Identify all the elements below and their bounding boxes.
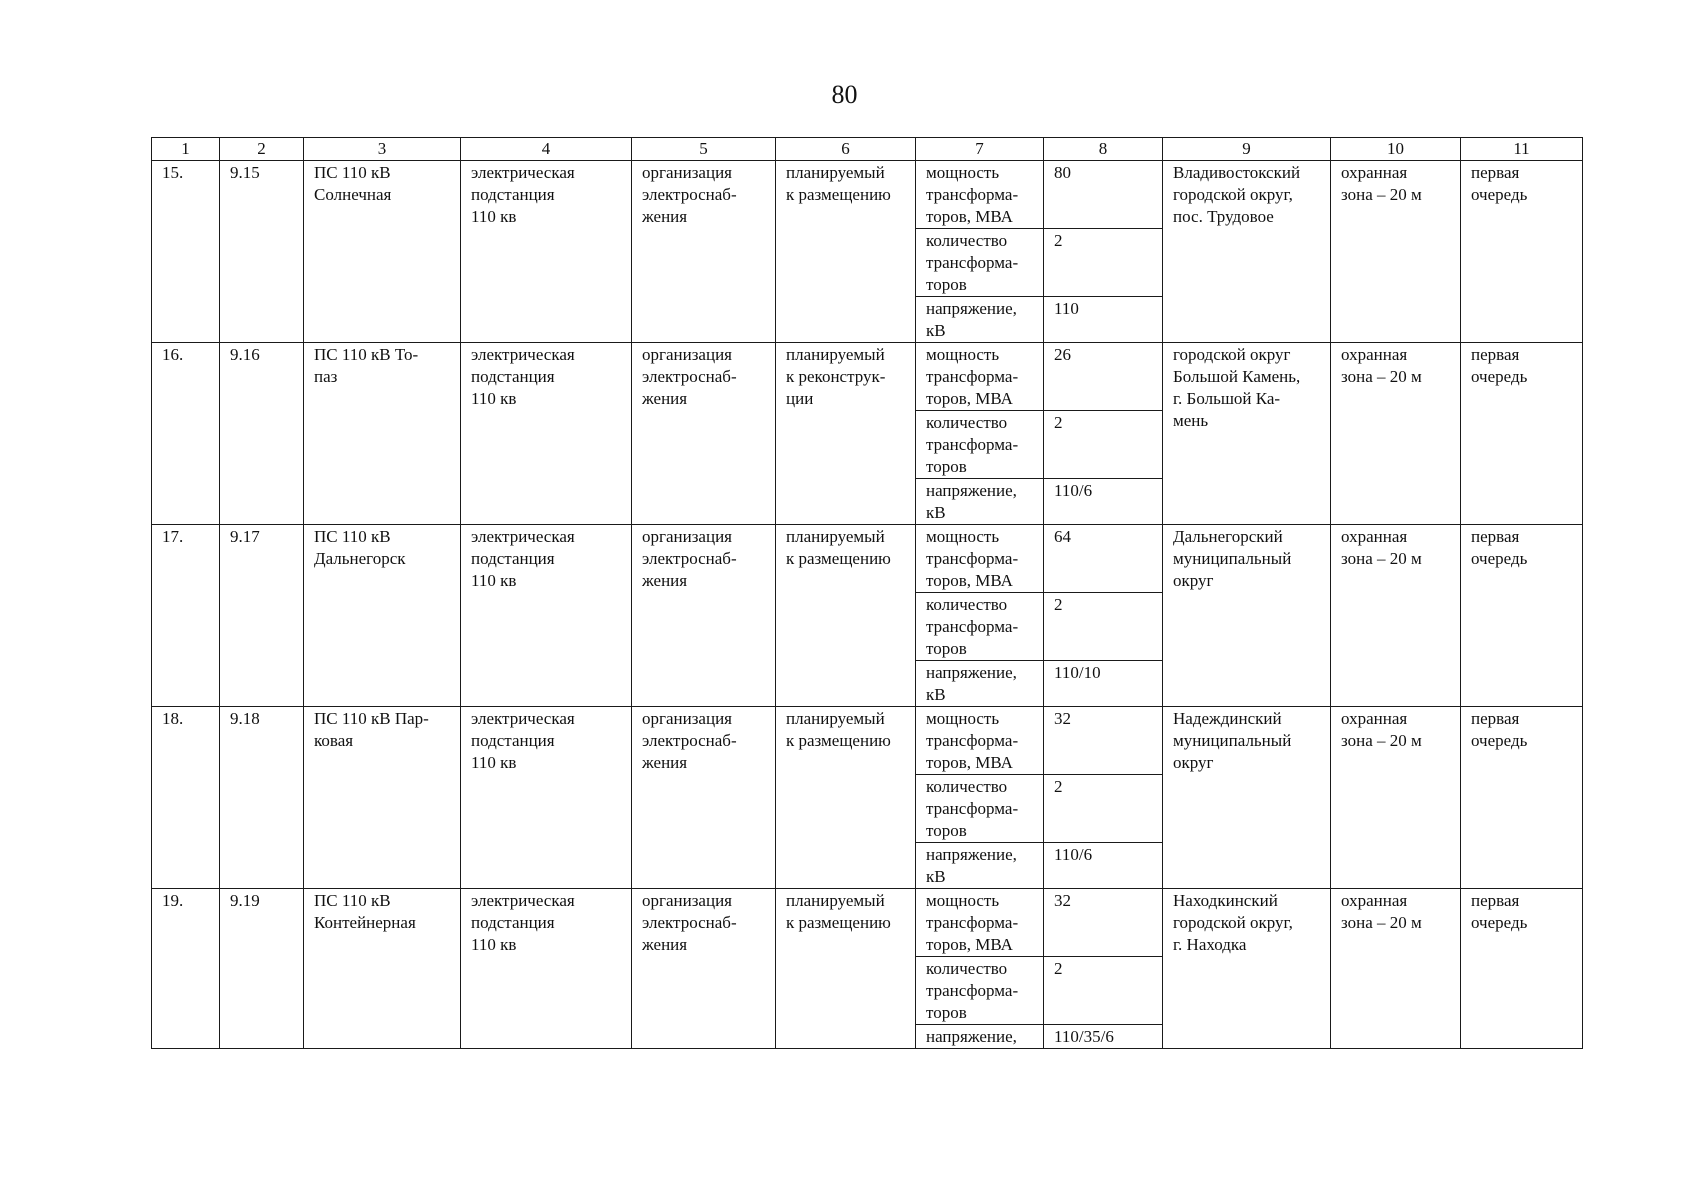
row-number-cell: 16. bbox=[152, 343, 220, 525]
object-code-cell: 9.17 bbox=[220, 525, 304, 707]
object-code-cell: 9.18 bbox=[220, 707, 304, 889]
param-value-cell: 110/35/6 bbox=[1044, 1025, 1163, 1049]
param-value-cell: 110 bbox=[1044, 297, 1163, 343]
row-number-cell: 18. bbox=[152, 707, 220, 889]
table-row bbox=[152, 707, 1583, 775]
object-status-cell: планируемый к размещению bbox=[776, 707, 916, 889]
row-number-cell: 15. bbox=[152, 161, 220, 343]
param-label-cell: напряжение, кВ bbox=[916, 661, 1044, 707]
table-row bbox=[152, 889, 1583, 957]
column-number: 7 bbox=[916, 138, 1044, 161]
object-type-cell: электрическая подстанция 110 кв bbox=[461, 889, 632, 1049]
param-label-cell: количество трансформа- торов bbox=[916, 775, 1044, 843]
table-body bbox=[152, 161, 1583, 1049]
object-purpose-cell: организация электроснаб- жения bbox=[632, 525, 776, 707]
stage-cell: первая очередь bbox=[1461, 343, 1583, 525]
object-type-cell: электрическая подстанция 110 кв bbox=[461, 343, 632, 525]
stage-cell: первая очередь bbox=[1461, 161, 1583, 343]
column-number: 5 bbox=[632, 138, 776, 161]
protection-zone-cell: охранная зона – 20 м bbox=[1331, 161, 1461, 343]
object-code-cell: 9.15 bbox=[220, 161, 304, 343]
column-number: 11 bbox=[1461, 138, 1583, 161]
objects-table bbox=[151, 137, 1583, 1049]
param-value-cell: 2 bbox=[1044, 775, 1163, 843]
param-label-cell: мощность трансформа- торов, МВА bbox=[916, 161, 1044, 229]
param-value-cell: 110/6 bbox=[1044, 479, 1163, 525]
object-purpose-cell: организация электроснаб- жения bbox=[632, 889, 776, 1049]
param-value-cell: 110/6 bbox=[1044, 843, 1163, 889]
param-value-cell: 32 bbox=[1044, 707, 1163, 775]
object-type-cell: электрическая подстанция 110 кв bbox=[461, 707, 632, 889]
column-number-row bbox=[152, 138, 1583, 161]
column-number: 9 bbox=[1163, 138, 1331, 161]
object-purpose-cell: организация электроснаб- жения bbox=[632, 707, 776, 889]
object-type-cell: электрическая подстанция 110 кв bbox=[461, 525, 632, 707]
object-name-cell: ПС 110 кВ То- паз bbox=[304, 343, 461, 525]
object-purpose-cell: организация электроснаб- жения bbox=[632, 161, 776, 343]
table-row bbox=[152, 161, 1583, 229]
location-cell: Находкинский городской округ, г. Находка bbox=[1163, 889, 1331, 1049]
protection-zone-cell: охранная зона – 20 м bbox=[1331, 343, 1461, 525]
param-label-cell: мощность трансформа- торов, МВА bbox=[916, 707, 1044, 775]
param-value-cell: 2 bbox=[1044, 593, 1163, 661]
object-status-cell: планируемый к размещению bbox=[776, 889, 916, 1049]
object-name-cell: ПС 110 кВ Дальнегорск bbox=[304, 525, 461, 707]
param-value-cell: 32 bbox=[1044, 889, 1163, 957]
param-label-cell: количество трансформа- торов bbox=[916, 411, 1044, 479]
param-value-cell: 110/10 bbox=[1044, 661, 1163, 707]
column-number: 8 bbox=[1044, 138, 1163, 161]
stage-cell: первая очередь bbox=[1461, 707, 1583, 889]
object-purpose-cell: организация электроснаб- жения bbox=[632, 343, 776, 525]
object-name-cell: ПС 110 кВ Пар- ковая bbox=[304, 707, 461, 889]
table-row bbox=[152, 343, 1583, 411]
location-cell: Владивостокский городской округ, пос. Трудовое bbox=[1163, 161, 1331, 343]
row-number-cell: 17. bbox=[152, 525, 220, 707]
table-row bbox=[152, 525, 1583, 593]
param-label-cell: количество трансформа- торов bbox=[916, 957, 1044, 1025]
protection-zone-cell: охранная зона – 20 м bbox=[1331, 525, 1461, 707]
object-status-cell: планируемый к размещению bbox=[776, 161, 916, 343]
column-number: 3 bbox=[304, 138, 461, 161]
object-name-cell: ПС 110 кВ Солнечная bbox=[304, 161, 461, 343]
location-cell: Надеждинский муниципальный округ bbox=[1163, 707, 1331, 889]
object-name-cell: ПС 110 кВ Контейнерная bbox=[304, 889, 461, 1049]
protection-zone-cell: охранная зона – 20 м bbox=[1331, 889, 1461, 1049]
location-cell: Дальнегорский муниципальный округ bbox=[1163, 525, 1331, 707]
param-value-cell: 26 bbox=[1044, 343, 1163, 411]
param-label-cell: напряжение, кВ bbox=[916, 297, 1044, 343]
column-number: 1 bbox=[152, 138, 220, 161]
param-label-cell: мощность трансформа- торов, МВА bbox=[916, 525, 1044, 593]
column-number: 4 bbox=[461, 138, 632, 161]
param-label-cell: количество трансформа- торов bbox=[916, 593, 1044, 661]
column-number: 6 bbox=[776, 138, 916, 161]
param-label-cell: напряжение, bbox=[916, 1025, 1044, 1049]
object-status-cell: планируемый к реконструк- ции bbox=[776, 343, 916, 525]
column-number: 10 bbox=[1331, 138, 1461, 161]
location-cell: городской округ Большой Камень, г. Большой Ка- мень bbox=[1163, 343, 1331, 525]
param-value-cell: 2 bbox=[1044, 957, 1163, 1025]
param-value-cell: 2 bbox=[1044, 411, 1163, 479]
object-type-cell: электрическая подстанция 110 кв bbox=[461, 161, 632, 343]
page-number: 80 bbox=[831, 80, 858, 109]
param-label-cell: мощность трансформа- торов, МВА bbox=[916, 889, 1044, 957]
param-value-cell: 64 bbox=[1044, 525, 1163, 593]
param-label-cell: напряжение, кВ bbox=[916, 843, 1044, 889]
object-status-cell: планируемый к размещению bbox=[776, 525, 916, 707]
param-value-cell: 80 bbox=[1044, 161, 1163, 229]
param-label-cell: количество трансформа- торов bbox=[916, 229, 1044, 297]
param-label-cell: мощность трансформа- торов, МВА bbox=[916, 343, 1044, 411]
param-value-cell: 2 bbox=[1044, 229, 1163, 297]
protection-zone-cell: охранная зона – 20 м bbox=[1331, 707, 1461, 889]
object-code-cell: 9.19 bbox=[220, 889, 304, 1049]
column-number: 2 bbox=[220, 138, 304, 161]
row-number-cell: 19. bbox=[152, 889, 220, 1049]
stage-cell: первая очередь bbox=[1461, 525, 1583, 707]
object-code-cell: 9.16 bbox=[220, 343, 304, 525]
param-label-cell: напряжение, кВ bbox=[916, 479, 1044, 525]
stage-cell: первая очередь bbox=[1461, 889, 1583, 1049]
